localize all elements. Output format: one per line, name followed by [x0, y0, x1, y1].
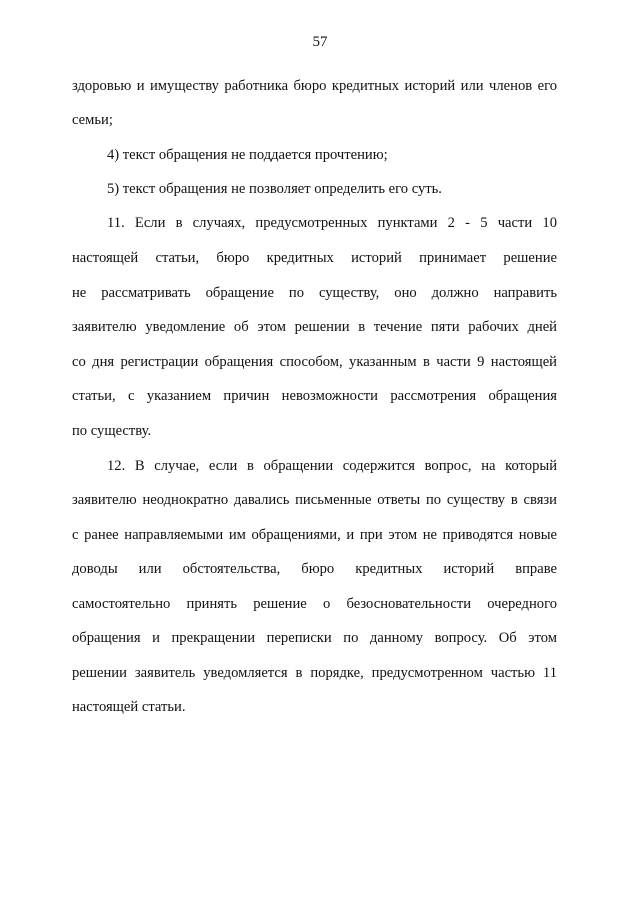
text-line: по существу.	[72, 423, 152, 439]
text-line: настоящей статьи.	[72, 699, 186, 715]
text-line: заявителю неоднократно давались письменные ответы по существу в связи	[72, 492, 557, 508]
text-line: доводы или обстоятельства, бюро кредитных историй вправе	[72, 561, 557, 577]
text-line: с ранее направляемыми им обращениями, и при этом не приводятся новые	[72, 527, 557, 543]
text-line: не рассматривать обращение по существу, оно должно направить	[72, 285, 557, 301]
text-line: 11. Если в случаях, предусмотренных пунктами 2 - 5 части 10	[107, 215, 557, 231]
text-line: обращения и прекращении переписки по данному вопросу. Об этом	[72, 630, 557, 646]
text-line: заявителю уведомление об этом решении в течение пяти рабочих дней	[72, 319, 557, 335]
text-line: решении заявитель уведомляется в порядке, предусмотренном частью 11	[72, 665, 557, 681]
text-line: здоровью и имуществу работника бюро кредитных историй или членов его	[72, 78, 557, 94]
text-line: настоящей статьи, бюро кредитных историй принимает решение	[72, 250, 557, 266]
text-line: самостоятельно принять решение о безосновательности очередного	[72, 596, 557, 612]
text-line: 5) текст обращения не позволяет определить его суть.	[107, 181, 442, 197]
text-line: семьи;	[72, 112, 113, 128]
text-line: статьи, с указанием причин невозможности рассмотрения обращения	[72, 388, 557, 404]
text-line: со дня регистрации обращения способом, указанным в части 9 настоящей	[72, 354, 557, 370]
page-number: 57	[312, 34, 328, 50]
text-line: 12. В случае, если в обращении содержится вопрос, на который	[107, 458, 557, 474]
text-line: 4) текст обращения не поддается прочтению;	[107, 147, 388, 163]
